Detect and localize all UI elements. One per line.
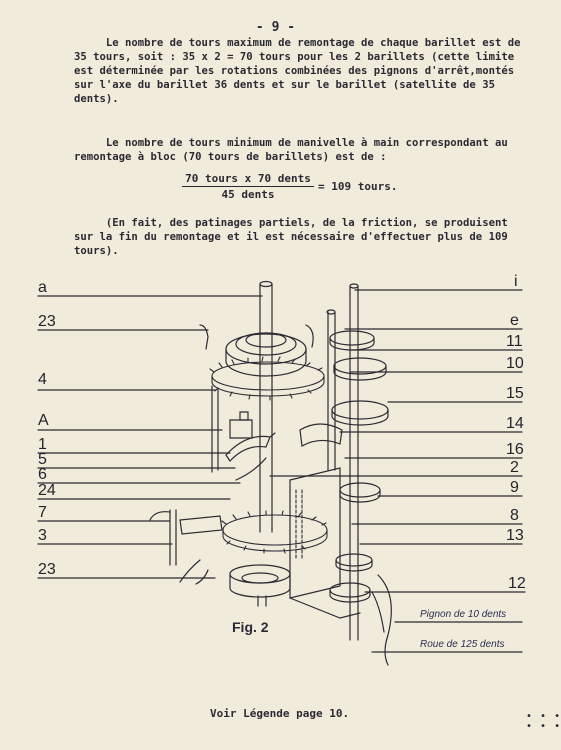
label-4: 4 bbox=[38, 371, 47, 388]
label-wheel-125-teeth: Roue de 125 dents bbox=[420, 639, 505, 650]
lever-arm bbox=[226, 433, 275, 480]
mainspring-spiral bbox=[226, 325, 313, 376]
figure-caption: Fig. 2 bbox=[232, 619, 269, 635]
cam-block bbox=[230, 412, 252, 438]
label-2: 2 bbox=[510, 459, 519, 476]
label-23-bottom: 23 bbox=[38, 561, 56, 578]
label-A: A bbox=[38, 412, 49, 429]
label-23-top: 23 bbox=[38, 313, 56, 330]
formula-numerator: 70 tours x 70 dents bbox=[182, 172, 314, 187]
label-14: 14 bbox=[506, 415, 524, 432]
label-16: 16 bbox=[506, 441, 524, 458]
right-wheels bbox=[300, 331, 391, 665]
label-13: 13 bbox=[506, 527, 524, 544]
label-5: 5 bbox=[38, 451, 47, 468]
label-24: 24 bbox=[38, 482, 56, 499]
left-support-rods bbox=[170, 386, 218, 565]
label-15: 15 bbox=[506, 385, 524, 402]
formula-result: = 109 tours. bbox=[318, 180, 398, 193]
paragraph-crank-turns: Le nombre de tours minimum de manivelle à main correspondant au remontage à bloc (70 tours de barillets) est de : bbox=[74, 137, 508, 163]
bottom-barrel bbox=[230, 565, 290, 606]
main-shaft bbox=[260, 282, 272, 533]
label-1: 1 bbox=[38, 436, 47, 453]
label-7: 7 bbox=[38, 504, 47, 521]
formula-denominator: 45 dents bbox=[221, 188, 275, 201]
strap-left bbox=[196, 325, 208, 584]
paragraph-slippage-note: (En fait, des patinages partiels, de la friction, se produisent sur la fin du remontage et il est nécessaire d'effectuer plus de 109 tours). bbox=[74, 217, 508, 257]
label-a: a bbox=[38, 279, 47, 296]
footer-legend-reference: Voir Légende page 10. bbox=[210, 707, 350, 720]
page-number: - 9 - bbox=[255, 20, 296, 35]
paragraph-barrel-turns: Le nombre de tours maximum de remontage de chaque barillet est de 35 tours, soit : 35 x 2 = 70 tours pour les 2 barillets (cette limite est déterminée par les rotations combinées des pignons d'arrêt,montés sur l'axe du barillet 36 dents et sur le barillet (satellite de 35 dents). bbox=[74, 37, 521, 105]
label-11: 11 bbox=[506, 333, 523, 350]
label-10: 10 bbox=[506, 355, 524, 372]
lower-gear bbox=[222, 490, 327, 560]
label-8: 8 bbox=[510, 507, 519, 524]
page-marks: • • • • • • bbox=[526, 711, 561, 732]
label-9: 9 bbox=[510, 479, 519, 496]
crank-arm bbox=[150, 512, 222, 582]
label-3: 3 bbox=[38, 527, 47, 544]
label-i: i bbox=[514, 273, 518, 290]
label-6: 6 bbox=[38, 466, 47, 483]
label-12: 12 bbox=[508, 575, 526, 592]
label-e: e bbox=[510, 312, 519, 329]
label-pinion-10-teeth: Pignon de 10 dents bbox=[420, 609, 507, 620]
